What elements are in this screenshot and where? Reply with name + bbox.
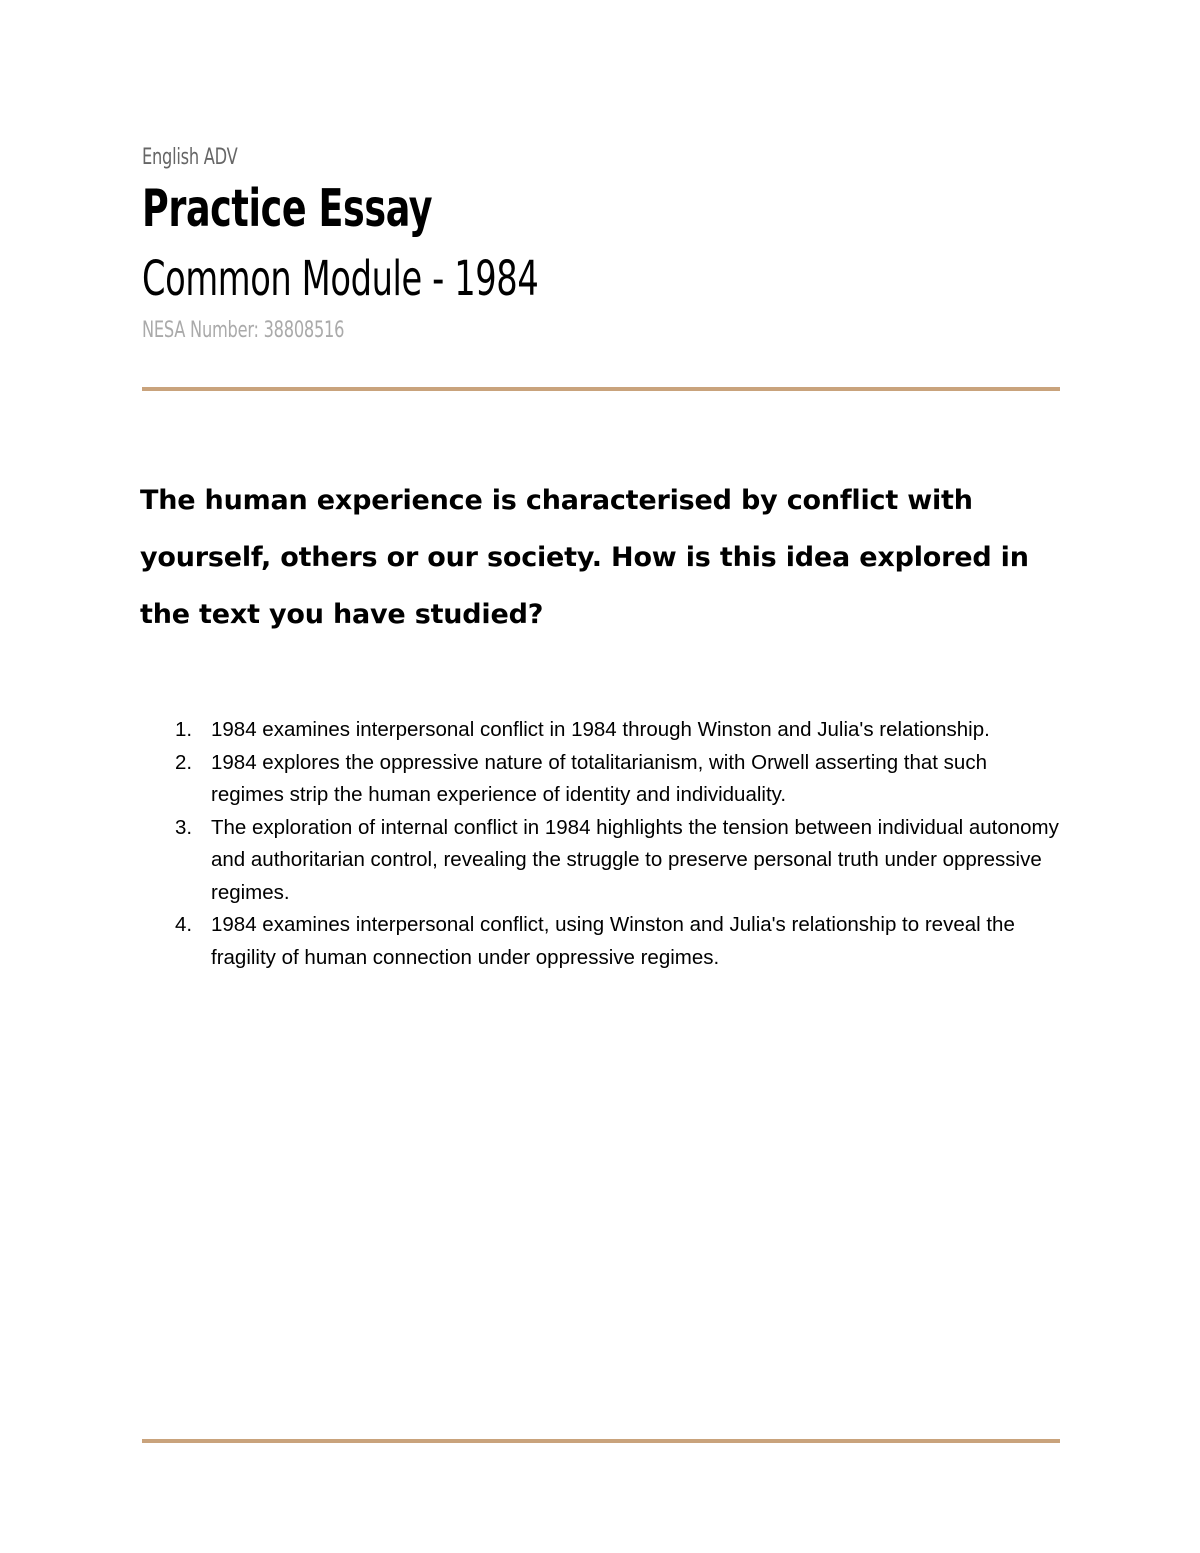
document-title: Practice Essay (142, 179, 433, 239)
list-item-text: 1984 examines interpersonal conflict, using Winston and Julia's relationship to reveal the fragility of human connection under oppressive regimes. (211, 913, 1015, 969)
list-item-text: The exploration of internal conflict in 1984 highlights the tension between individual autonomy and authoritarian control, revealing the struggle to preserve personal truth under oppressive regimes. (211, 815, 1059, 904)
module-subtitle: Common Module - 1984 (142, 251, 539, 307)
thesis-list (140, 714, 1060, 974)
list-item (140, 812, 1060, 910)
list-item-number: 4. (175, 913, 193, 936)
footer-divider (142, 1439, 1060, 1443)
list-item (140, 909, 1060, 974)
list-item (140, 714, 1060, 747)
nesa-number: NESA Number: 38808516 (142, 318, 345, 343)
essay-question: The human experience is characterised by conflict with yourself, others or our society. How is this idea explored in the text you have studied? (140, 485, 1029, 630)
list-item (140, 747, 1060, 812)
list-item-number: 3. (175, 815, 193, 839)
header-divider (142, 387, 1060, 391)
list-item-number: 2. (175, 750, 193, 774)
subject-label: English ADV (142, 145, 238, 170)
list-item-number: 1. (175, 718, 193, 741)
list-item-text: 1984 examines interpersonal conflict in 1984 through Winston and Julia's relationship. (211, 718, 990, 741)
document-header (142, 140, 1062, 346)
list-item-text: 1984 explores the oppressive nature of totalitarianism, with Orwell asserting that such regimes strip the human experience of identity and individuality. (211, 750, 987, 806)
